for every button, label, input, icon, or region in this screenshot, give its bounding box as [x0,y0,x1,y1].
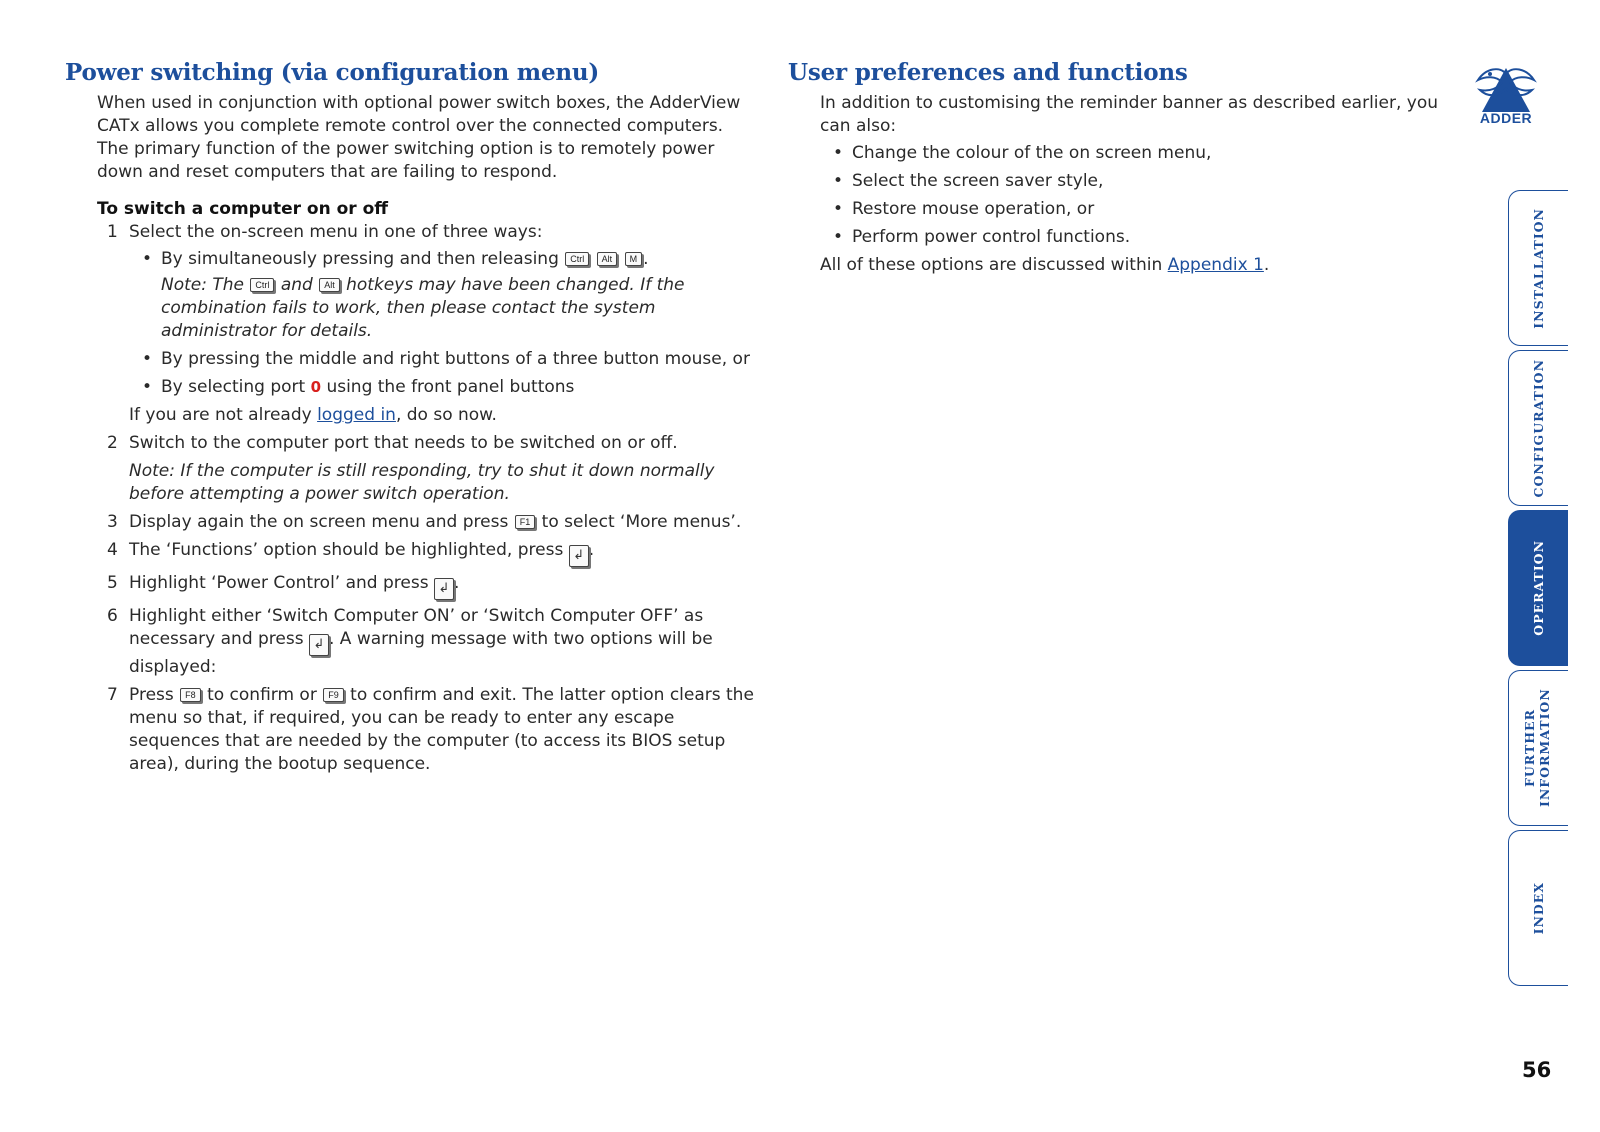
step-text: to confirm or [207,685,317,705]
ctrl-key-icon: Ctrl [250,278,274,292]
logged-in-link[interactable]: logged in [317,405,396,425]
step-6 [97,605,755,679]
section-heading: Power switching (via configuration menu) [65,59,600,86]
logo-text: ADDER [1479,110,1533,126]
bullet-port [129,376,755,399]
step-text: to confirm and exit. The latter option clears the menu so that, if required, you can be ready to enter any escape sequences that are needed by the computer (to access its BIOS setup area), during the bootup sequence. [129,685,754,774]
tab-installation[interactable] [1508,190,1568,346]
port-zero-icon: 0 [310,378,322,396]
tab-index[interactable] [1508,830,1568,986]
step-number: 7 [107,685,118,705]
ctrl-key-icon: Ctrl [565,252,589,266]
appendix-link[interactable]: Appendix 1 [1167,255,1264,275]
page-number: 56 [1522,1058,1552,1082]
login-text: If you are not already [129,405,312,425]
note-text: and [280,275,313,295]
step-5 [97,572,755,600]
m-key-icon: M [625,252,643,266]
bullet-text: By pressing the middle and right buttons of a three button mouse, or [161,349,750,369]
outro-paragraph [788,254,1448,277]
f8-key-icon: F8 [180,688,201,702]
step-4 [97,539,755,567]
intro-paragraph: When used in conjunction with optional power switch boxes, the AdderView CATx allows you complete remote control over the connected computers. The primary function of the power switching option is to remotely power down and reset computers that are failing to respond. [97,93,741,182]
tab-label: OPERATION [1531,540,1546,636]
step-text: Display again the on screen menu and press [129,512,509,532]
steps-list [65,221,755,776]
bullet-hotkey [129,248,755,343]
tab-further-information[interactable] [1508,670,1568,826]
step-text: The ‘Functions’ option should be highlighted, press [129,540,564,560]
step-text: Switch to the computer port that needs to be switched on or off. [129,433,678,453]
bullet-text: using the front panel buttons [326,377,575,397]
login-line [129,404,755,427]
left-column [65,58,755,781]
tab-operation[interactable] [1508,510,1568,666]
step-2 [97,432,755,506]
step-text: Highlight ‘Power Control’ and press [129,573,429,593]
enter-key-icon: ↲ [569,545,589,567]
list-item: • Select the screen saver style, [820,170,1448,193]
f1-key-icon: F1 [515,515,536,529]
section-heading: User preferences and functions [788,59,1188,86]
step-2-note: Note: If the computer is still responding, try to shut it down normally before attempting a power switch operation. [129,461,715,504]
list-item: • Perform power control functions. [820,226,1448,249]
bullet-mouse [129,348,755,371]
f9-key-icon: F9 [323,688,344,702]
step-number: 5 [107,573,118,593]
step-3 [97,511,755,534]
tab-label: CONFIGURATION [1531,358,1546,498]
step-number: 4 [107,540,118,560]
list-item: • Change the colour of the on screen menu, [820,142,1448,165]
hotkey-note [161,274,755,343]
step-number: 1 [107,222,118,242]
subheading: To switch a computer on or off [97,199,389,219]
bullet-text: By simultaneously pressing and then releasing [161,249,559,269]
alt-key-icon: Alt [597,252,618,266]
note-text: hotkeys may have been changed. If the combination fails to work, then please contact the system administrator for details. [161,275,685,341]
enter-key-icon: ↲ [309,634,329,656]
step-text: to select ‘More menus’. [541,512,742,532]
step-number: 6 [107,606,118,626]
method-bullets [129,248,755,399]
options-list [788,142,1448,249]
outro-text: All of these options are discussed within [820,255,1163,275]
tab-label: INDEX [1531,881,1546,935]
tab-label: INSTALLATION [1531,207,1546,329]
step-7 [97,684,755,776]
step-text: . [588,540,595,560]
step-text: Press [129,685,174,705]
intro-paragraph: In addition to customising the reminder banner as described earlier, you can also: [820,93,1439,136]
alt-key-icon: Alt [319,278,340,292]
outro-text-end: . [1263,255,1270,275]
list-item: • Restore mouse operation, or [820,198,1448,221]
bullet-text: By selecting port [161,377,306,397]
note-text: Note: The [161,275,244,295]
enter-key-icon: ↲ [434,578,454,600]
step-text: Select the on-screen menu in one of three ways: [129,222,543,242]
step-text: . [454,573,460,593]
right-column [788,58,1448,277]
tab-label: FURTHER INFORMATION [1521,688,1552,808]
step-1 [97,221,755,427]
step-text: . A warning message with two options will be displayed: [129,629,713,677]
step-number: 3 [107,512,118,532]
tab-configuration[interactable] [1508,350,1568,506]
login-text-end: , do so now. [395,405,497,425]
bullet-text-end: . [643,249,649,269]
step-number: 2 [107,433,118,453]
step-text: Highlight either ‘Switch Computer ON’ or ‘Switch Computer OFF’ as necessary and press [129,606,704,649]
